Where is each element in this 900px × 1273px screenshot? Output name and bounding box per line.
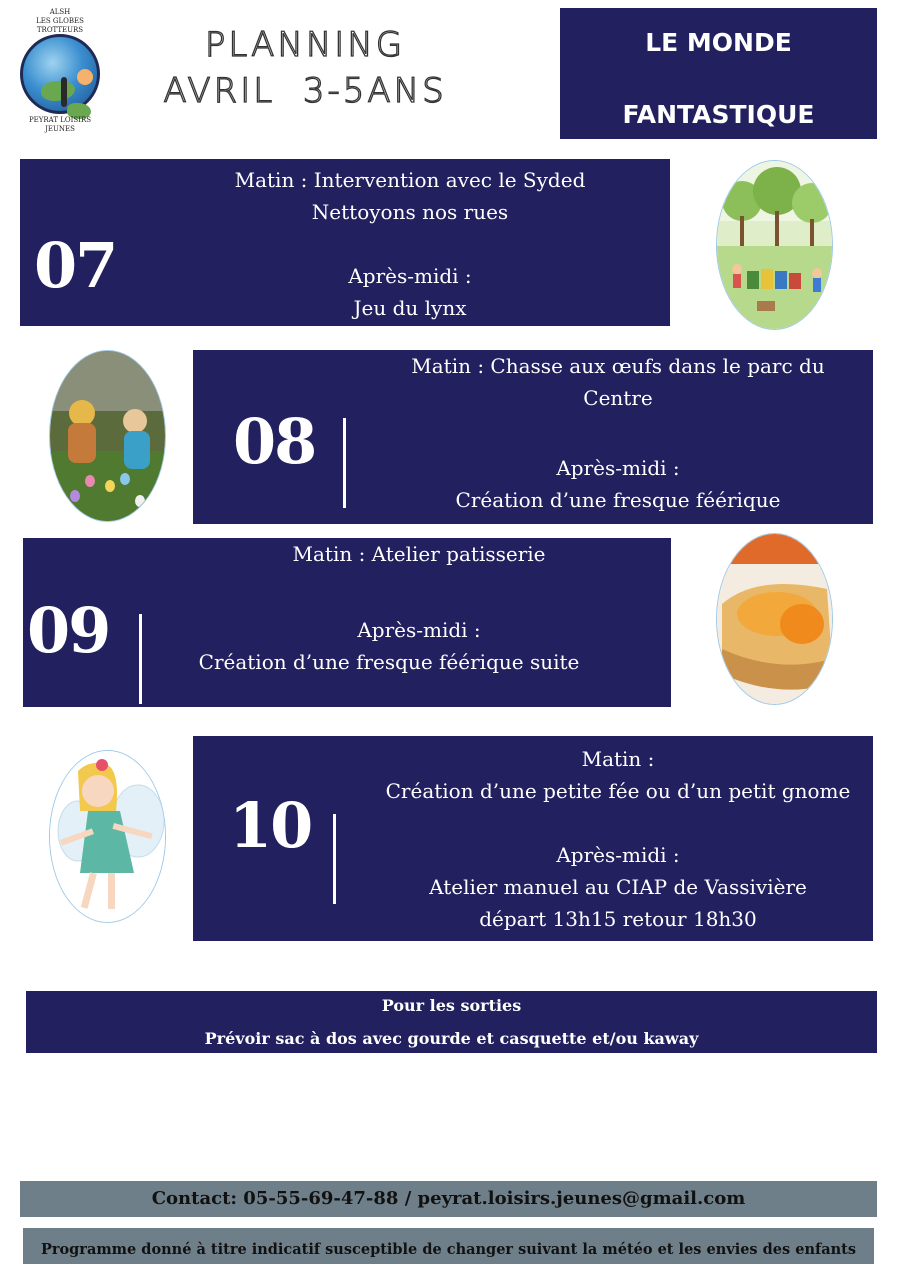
day-card-10 xyxy=(193,736,873,941)
contact-bar: Contact: 05-55-69-47-88 / peyrat.loisirs.jeunes@gmail.com xyxy=(20,1181,877,1217)
activity-line: Après-midi : xyxy=(348,264,472,288)
day-activities xyxy=(168,538,670,678)
disclaimer-bar: Programme donné à titre indicatif susceptible de changer suivant la météo et les envies des enfants xyxy=(23,1228,874,1264)
activity-line: Atelier manuel au CIAP de Vassivière xyxy=(429,875,807,899)
day-number: 07 xyxy=(34,229,117,302)
theme-box xyxy=(560,8,877,139)
title-line-1: PLANNING xyxy=(204,25,406,65)
activity-line: Jeu du lynx xyxy=(353,296,467,320)
day-card-07 xyxy=(20,159,670,326)
logo-top-text xyxy=(14,8,106,35)
globe-icon xyxy=(20,34,100,114)
day-number: 10 xyxy=(229,789,312,862)
title-line-2: AVRIL 3-5ANS xyxy=(163,71,447,111)
recycling-park-image xyxy=(716,160,833,330)
activity-line: Création d’une fresque féérique xyxy=(455,488,781,512)
day-activities xyxy=(140,164,680,324)
pastry-image xyxy=(716,533,833,705)
theme-line-1: LE MONDE xyxy=(645,28,792,57)
activity-line: Nettoyons nos rues xyxy=(311,200,509,224)
activity-line: départ 13h15 retour 18h30 xyxy=(479,907,757,931)
activity-line: Centre xyxy=(583,386,653,410)
page-title xyxy=(150,22,460,114)
day-card-09 xyxy=(23,538,671,707)
activity-line: Après-midi : xyxy=(556,843,680,867)
activity-line: Après-midi : xyxy=(357,618,481,642)
day-card-08 xyxy=(193,350,873,524)
activity-line: Matin : Atelier patisserie xyxy=(292,542,546,566)
activity-line: Matin : Intervention avec le Syded xyxy=(234,168,586,192)
day-activities xyxy=(373,350,863,516)
day-separator xyxy=(343,418,346,508)
logo-label-alsh: ALSH xyxy=(49,8,71,16)
logo-bottom-text: PEYRAT LOISIRS JEUNES xyxy=(28,116,92,133)
activity-line: Création d’une petite fée ou d’un petit gnome xyxy=(385,779,851,803)
activity-line: Matin : Chasse aux œufs dans le parc du xyxy=(411,354,825,378)
theme-line-2: FANTASTIQUE xyxy=(622,100,815,129)
activity-line: Après-midi : xyxy=(556,456,680,480)
activity-line: Matin : xyxy=(581,747,655,771)
logo xyxy=(14,8,106,132)
day-number: 08 xyxy=(233,405,316,478)
outing-info-text: Prévoir sac à dos avec gourde et casquette et/ou kaway xyxy=(204,1029,699,1048)
day-activities xyxy=(363,743,873,935)
logo-label-globes: LES GLOBES TROTTEURS xyxy=(36,17,84,34)
day-separator xyxy=(333,814,336,904)
fairy-image xyxy=(49,750,166,923)
day-number: 09 xyxy=(27,594,110,667)
outing-info-box xyxy=(26,991,877,1053)
egg-hunt-image xyxy=(49,350,166,522)
outing-info-title: Pour les sorties xyxy=(381,996,522,1015)
activity-line: Création d’une fresque féérique suite xyxy=(198,650,580,674)
